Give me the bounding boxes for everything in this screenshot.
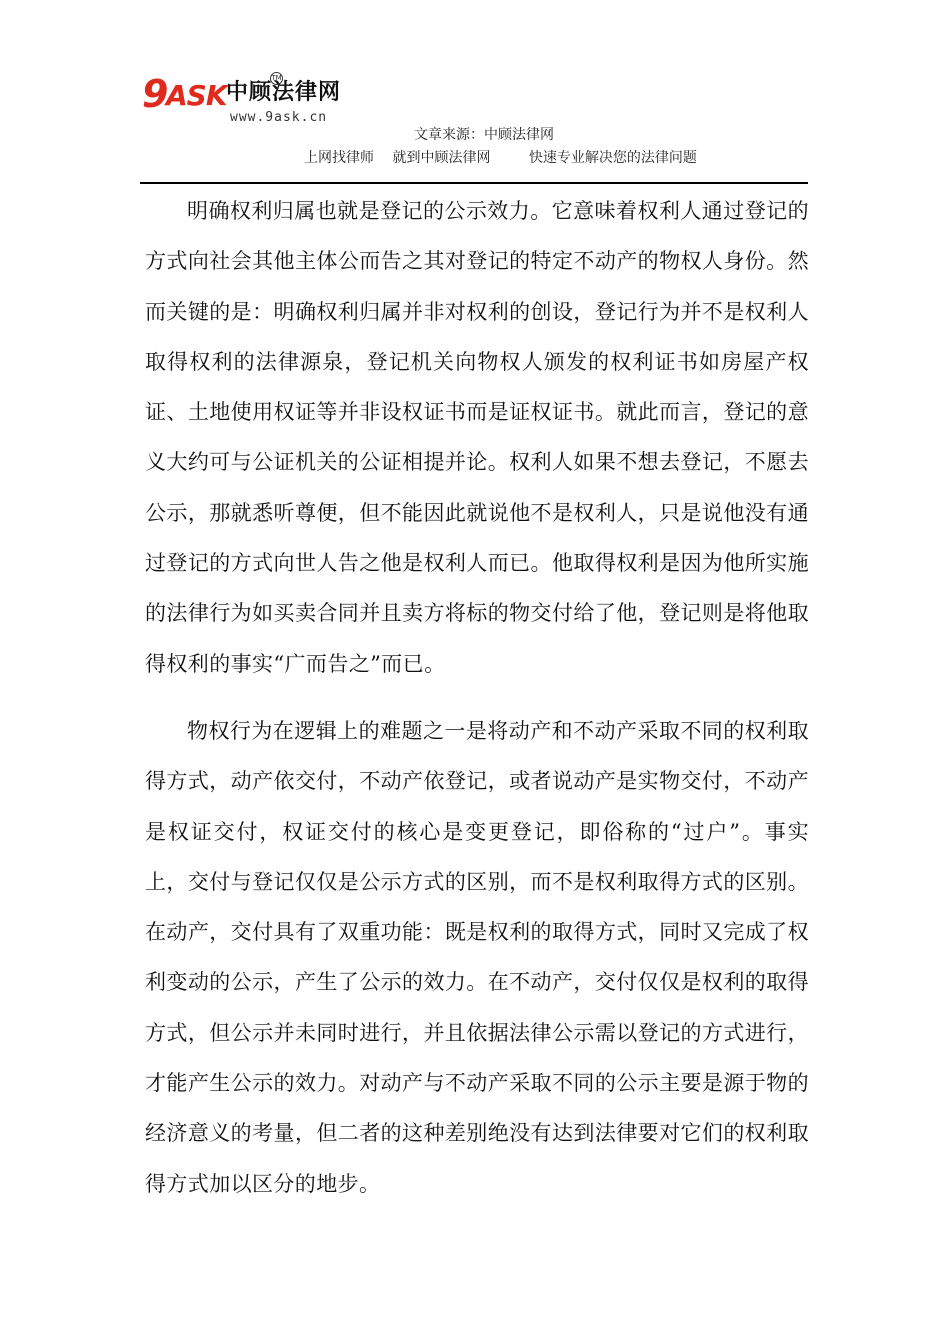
9ask-logo-mark bbox=[142, 72, 227, 116]
slogan-part-1: 上网找律师 bbox=[304, 150, 374, 166]
article-body bbox=[145, 186, 809, 1209]
logo-mark-ask: ASK bbox=[166, 79, 227, 112]
logo-url[interactable]: www.9ask.cn bbox=[230, 110, 328, 125]
article-paragraph-2: 物权行为在逻辑上的难题之一是将动产和不动产采取不同的权利取得方式，动产依交付，不动产依登记，或者说动产是实物交付，不动产是权证交付，权证交付的核心是变更登记，即俗称的“过户”。事实上，交付与登记仅仅是公示方式的区别，而不是权利取得方式的区别。在动产，交付具有了双重功能：既是权利的取得方式，同时又完成了权利变动的公示，产生了公示的效力。在不动产，交付仅仅是权利的取得方式，但公示并未同时进行，并且依据法律公示需以登记的方式进行，才能产生公示的效力。对动产与不动产采取不同的公示主要是源于物的经济意义的考量，但二者的这种差别绝没有达到法律要对它们的权利取得方式加以区分的地步。 bbox=[145, 718, 809, 1196]
article-paragraph-1: 明确权利归属也就是登记的公示效力。它意味着权利人通过登记的方式向社会其他主体公而告之其对登记的特定不动产的物权人身份。然而关键的是：明确权利归属并非对权利的创设，登记行为并不是权利人取得权利的法律源泉，登记机关向物权人颁发的权利证书如房屋产权证、土地使用权证等并非设权证书而是证权证书。就此而言，登记的意义大约可与公证机关的公证相提并论。权利人如果不想去登记，不愿去公示，那就悉听尊便，但不能因此就说他不是权利人，只是说他没有通过登记的方式向世人告之他是权利人而已。他取得权利是因为他所实施的法律行为如买卖合同并且卖方将标的物交付给了他，登记则是将他取得权利的事实“广而告之”而已。 bbox=[145, 199, 809, 676]
site-slogan bbox=[304, 148, 697, 168]
logo-name-part2: 法律网 bbox=[272, 80, 342, 105]
article-source: 文章来源：中顾法律网 bbox=[414, 127, 554, 143]
header-divider bbox=[140, 182, 808, 184]
trademark-icon: TM bbox=[270, 72, 283, 85]
logo-name-part1: 中顾 bbox=[226, 80, 273, 105]
slogan-part-3: 快速专业解决您的法律问题 bbox=[528, 150, 697, 166]
logo-site-name bbox=[226, 80, 341, 106]
logo-mark-nine: 9 bbox=[142, 72, 169, 116]
site-logo[interactable] bbox=[142, 72, 382, 134]
slogan-part-2: 就到中顾法律网 bbox=[392, 150, 491, 166]
